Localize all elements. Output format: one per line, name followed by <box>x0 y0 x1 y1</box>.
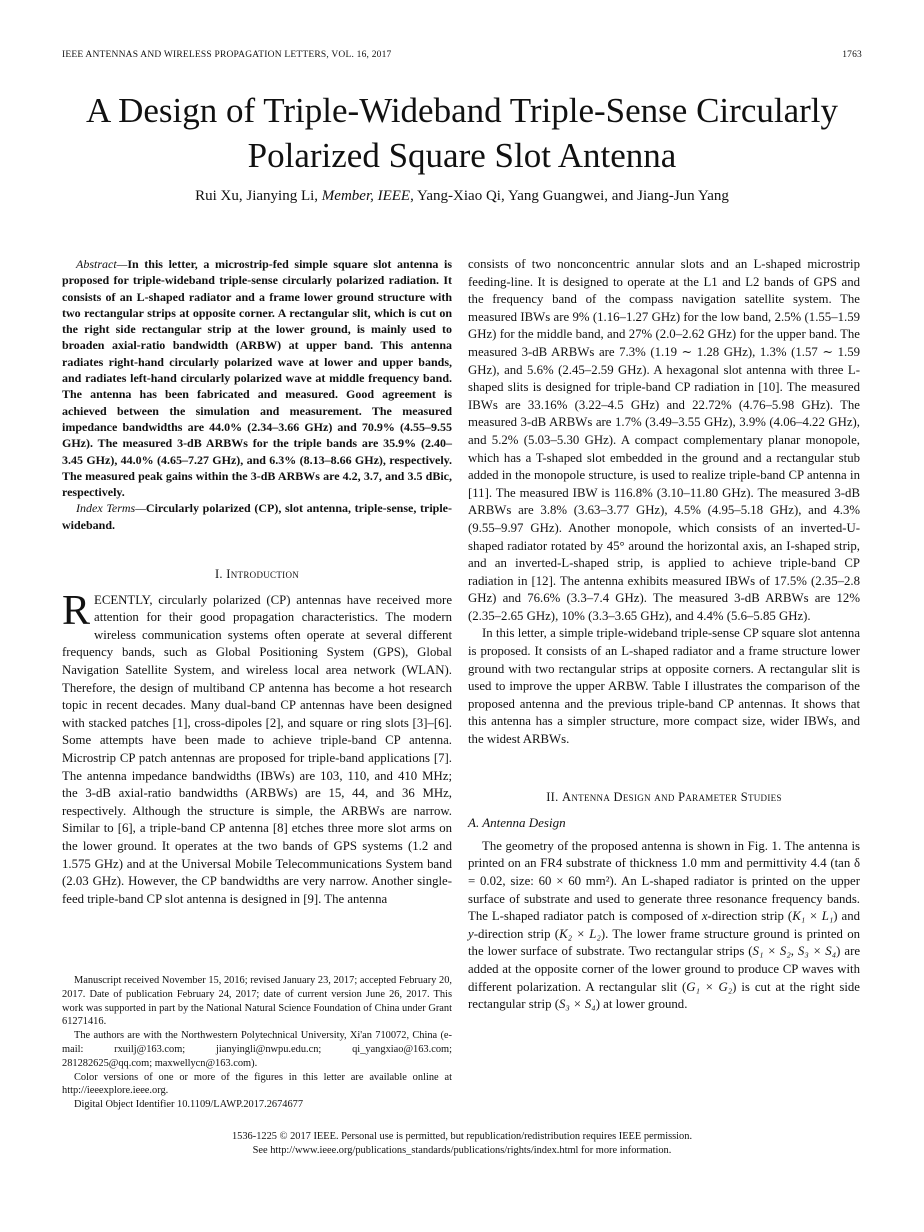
footnote-doi: Digital Object Identifier 10.1109/LAWP.2017.2674677 <box>74 1099 304 1111</box>
intro-continued: consists of two nonconcentric annular slots and an L-shaped microstrip feeding-line. It is designed to operate at the L1 and L2 bands of GPS and the frequency band of the compass navigation satellite system. The measured IBWs are 9% (1.16–1.27 GHz) for the low band, 2.5% (1.55–1.59 GHz) for the middle band, and 27% (2.0–2.62 GHz) for the upper band. The measured 3-dB ARBWs are 7.3% (1.19 ∼ 1.28 GHz), 1.3% (1.57 ∼ 1.59 GHz), and 5.6% (2.45–2.59 GHz). A hexagonal slot antenna with three L-shaped slits is designed for triple-band CP radiation in [10]. The measured IBWs are 33.16% (3.22–4.5 GHz) and 22.72% (4.76–5.98 GHz). The measured 3-dB ARBWs are 1.7% (3.49–3.55 GHz), 3.9% (4.06–4.22 GHz), and 5.2% (5.03–5.30 GHz). A compact complementary planar monopole, which has a T-shaped slot embedded in the ground and a rectangular stub added in the monopole structure, is used to realize triple-band CP antenna in [11]. The measured IBW is 116.8% (3.10–11.80 GHz). The measured 3-dB ARBWs are 3.8% (3.63–3.77 GHz), 4.5% (4.95–5.18 GHz), and 4.3% (9.55–9.97 GHz). Another monopole, which consists of an inverted-U-shaped radiator rotated by 45° around the horizontal axis, an I-shaped strip, and an inverted-L-shaped strip, is applied to achieve triple-band CP radiation in [12]. The antenna exhibits measured IBWs of 17.5% (2.35–2.8 GHz) and 76.6% (3.3–7.4 GHz). The measured 3-dB ARBWs are 12% (2.35–2.65 GHz), 10% (3.3–3.65 GHz), and 4.4% (5.6–5.85 GHz). <box>468 257 860 623</box>
section1-title: Introduction <box>226 567 300 582</box>
copyright-line-2: See http://www.ieee.org/publications_standards/publications/rights/index.html for more information. <box>252 1145 672 1156</box>
footnote-manuscript: Manuscript received November 15, 2016; revised January 23, 2017; accepted February 20, 2017. Date of publication February 24, 2017; date of current version June 26, 2017. This work was supported in part by the National Natural Science Foundation of China under Grant 61271416. <box>62 975 452 1028</box>
design-text-g: ) are added at the opposite corner of the lower ground to produce CP waves with different polarization. A rectangular slit ( <box>468 944 861 994</box>
index-terms-text: Circularly polarized (CP), slot antenna, triple-sense, triple-wideband. <box>62 501 452 532</box>
copyright-line-1: 1536-1225 © 2017 IEEE. Personal use is permitted, but republication/redistribution requires IEEE permission. <box>231 1131 693 1142</box>
intro-paragraph <box>62 587 452 909</box>
abstract <box>62 256 452 500</box>
x-symbol: x <box>701 909 708 924</box>
footnote-color: Color versions of one or more of the figures in this letter are available online at http://ieeexplore.ieee.org. <box>62 1071 452 1097</box>
design-text-a: The geometry of the proposed antenna is shown in Fig. 1. The antenna is printed on an FR4 substrate of thickness 1.0 mm and permittivity 4.4 ( <box>468 838 860 871</box>
k2l2-expr: K₂ × L₂ <box>559 926 601 941</box>
abstract-text: In this letter, a microstrip-fed simple square slot antenna is proposed for triple-wideband triple-sense circularly polarized radiation. It consists of an L-shaped radiator and a frame lower ground structure with two rectangular strips at opposite corner. A rectangular slit, which is cut on the right side rectangular strip at the lower ground, is mainly used to broaden axial-ratio bandwidth (ARBW) at upper band. This antenna radiates right-hand circularly polarized wave at lower and upper bands, and radiates left-hand circularly polarized wave at middle frequency band. The antenna has been fabricated and measured. Good agreement is achieved between the simulation and measurement. The measured impedance bandwidths are 44.0% (2.34–3.66 GHz) and 70.9% (4.55–9.55 GHz). The measured 3-dB ARBWs for the triple bands are 35.9% (2.40–3.45 GHz), 44.0% (4.65–7.27 GHz), and 6.3% (8.13–8.66 GHz), respectively. The measured peak gains within the 3-dB ARBWs are 4.2, 3.7, and 3.5 dBic, respectively. <box>62 257 452 500</box>
g1g2-expr: G₁ × G₂ <box>686 979 733 994</box>
intro-paragraph-2: In this letter, a simple triple-wideband triple-sense CP square slot antenna is proposed. It consists of an L-shaped radiator and a frame structure lower ground with two rectangular strips at opposite corners. A rectangular slit is used to improve the upper ARBW. Table I illustrates the comparison of the proposed antenna and the previous triple-band CP antennas. It shows that this antenna has a simpler structure, more compact size, wider IBWs, and the widest ARBWs. <box>468 626 860 747</box>
intro-text: ECENTLY, circularly polarized (CP) antennas have received more attention for their good propagation characteristics. The modern wireless communication systems often operate at several different frequency bands, such as Global Positioning System (GPS), Global Navigation Satellite System, and wireless local area network (WLAN). Therefore, the design of multiband CP antenna has become a hot research topic in recent decades. Many dual-band CP antennas have been designed with stacked patches [1], cross-dipoles [2], and square or ring slots [3]–[6]. Some attempts have been made to achieve triple-band CP antenna. Microstrip CP patch antennas are proposed for triple-band applications [7]. The antenna impedance bandwidths (IBWs) are 103, 110, and 410 MHz; the 3-dB axial-ratio bandwidths (ARBWs) are 15, 44, and 36 MHz, respectively. Although the structure is simple, the ARBWs are narrow. Similar to [6], a triple-band CP antenna [8] etches three more slot arms on the lower ground. It operates at the two bands of GPS systems (1.2 and 1.575 GHz) and at the Universal Mobile Telecommunications System band (2.03 GHz). However, the CP bandwidths are very narrow. Another single-feed triple-band CP slot antenna is designed in [9]. The antenna <box>62 592 452 906</box>
right-column <box>468 256 860 1014</box>
s-strips-expr: S₁ × S₂, S₃ × S₄ <box>752 944 837 959</box>
running-header <box>62 50 862 60</box>
section-heading-introduction <box>62 566 452 584</box>
design-text-h: ) is cut at the right side rectangular strip ( <box>468 979 860 1012</box>
subsection-antenna-design: A. Antenna Design <box>468 815 566 831</box>
title-line-1: A Design of Triple-Wideband Triple-Sense Circularly <box>85 91 838 130</box>
journal-name: IEEE ANTENNAS AND WIRELESS PROPAGATION LETTERS, VOL. 16, 2017 <box>62 50 392 60</box>
section2-number: II. <box>546 789 559 804</box>
left-column <box>62 256 452 908</box>
section-heading-design <box>468 789 860 807</box>
footnote-affiliation: The authors are with the Northwestern Polytechnical University, Xi'an 710072, China (e-mail: rxuilj@163.com; jianyingli@nwpu.edu.cn; qi_yangxiao@163.com; 281282625@qq.com; maxwellycn@163.com). <box>62 1030 452 1069</box>
page-number: 1763 <box>842 50 862 60</box>
design-text-e: -direction strip ( <box>473 926 560 941</box>
index-terms <box>62 500 452 533</box>
design-paragraph <box>468 838 860 1014</box>
dropcap-letter: R <box>62 587 91 634</box>
design-text-c: -direction strip ( <box>707 909 793 924</box>
author-list <box>40 188 884 205</box>
copyright-notice <box>62 1130 862 1158</box>
design-text-b: ). An L-shaped radiator is printed on the upper surface of substrate and used to generate three resonance frequency bands. The L-shaped radiator patch is composed of <box>468 874 860 924</box>
abstract-label: Abstract— <box>76 257 128 271</box>
y-symbol: y <box>468 926 474 941</box>
authors-after: , Yang-Xiao Qi, Yang Guangwei, and Jiang-Jun Yang <box>410 188 729 204</box>
footnotes <box>62 974 452 1112</box>
design-text-d: ) and <box>833 909 860 924</box>
tan-delta-expr: tan δ = 0.02, size: 60 × 60 mm² <box>468 856 860 888</box>
k1l1-expr: K₁ × L₁ <box>792 909 834 924</box>
section1-number: I. <box>214 567 223 582</box>
authors-before: Rui Xu, Jianying Li, <box>195 188 319 204</box>
s3s4-expr: S₃ × S₄ <box>558 997 596 1012</box>
design-text-f: ). The lower frame structure ground is printed on the lower surface of substrate. Two rectangular strips ( <box>468 926 860 959</box>
member-ieee: Member, IEEE <box>321 188 411 204</box>
design-text-i: ) at lower ground. <box>595 997 688 1012</box>
index-terms-label: Index Terms— <box>76 501 146 516</box>
paper-title <box>30 88 894 178</box>
section2-title: Antenna Design and Parameter Studies <box>562 789 782 804</box>
title-line-2: Polarized Square Slot Antenna <box>247 136 677 175</box>
